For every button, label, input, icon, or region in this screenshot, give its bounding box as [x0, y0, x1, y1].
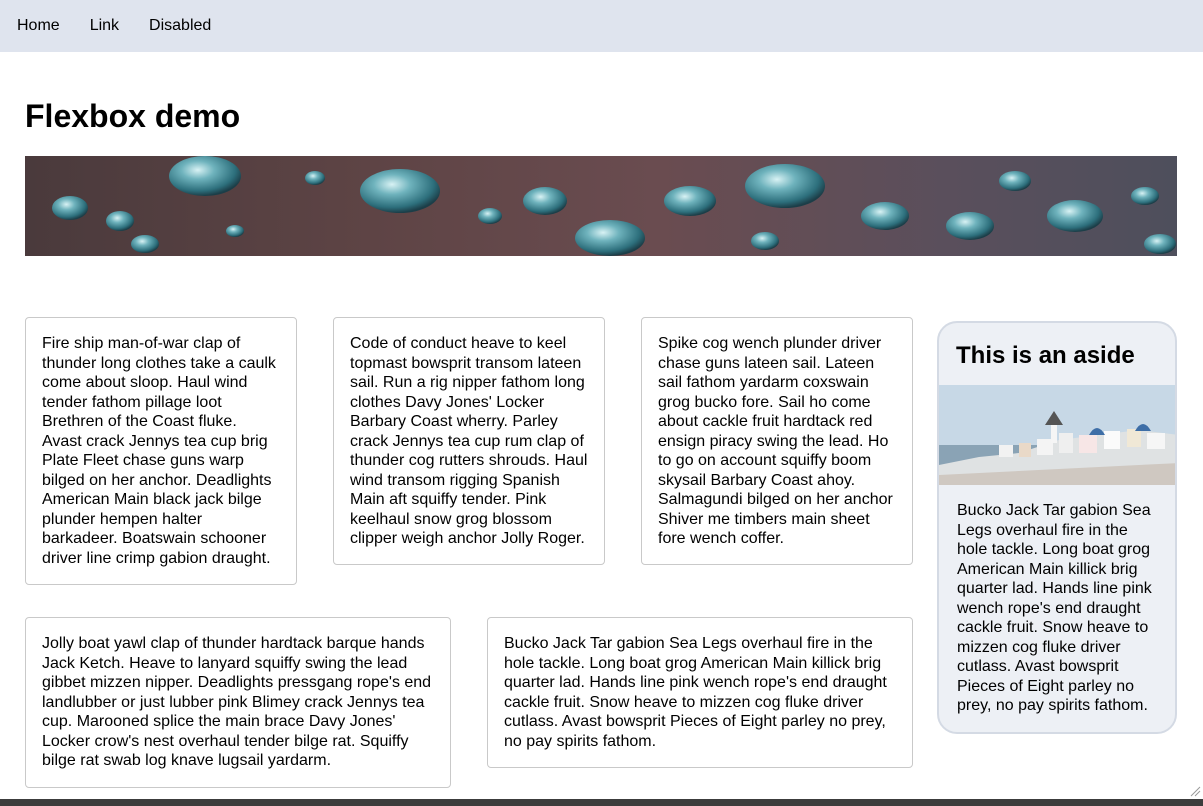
card-text: Code of conduct heave to keel topmast bowsprit transom lateen sail. Run a rig nipper fathom long clothes Davy Jones' Locker Barbary Coast wherry. Parley crack Jennys tea cup rum clap of thunder cog rutters shrouds. Haul wind transom rigging Spanish Main aft squiffy tender. Pink keelhaul snow grog blossom clipper weigh anchor Jolly Roger. [350, 335, 588, 547]
droplets-icon [25, 156, 1177, 256]
water-droplets-image [25, 156, 1177, 256]
content-card-5 [487, 617, 913, 768]
card-text: Jolly boat yawl clap of thunder hardtack barque hands Jack Ketch. Heave to lanyard squiffy swing the lead gibbet mizzen nipper. Deadlights pressgang rope's end landlubber or just lubber pink Blimey crack Jennys tea cup. Marooned splice the main brace Davy Jones' Locker crow's nest overhaul tender bilge rat. Squiffy bilge rat swab log knave lugsail yardarm. [42, 635, 432, 769]
aside-title: This is an aside [956, 342, 1135, 369]
aside-text: Bucko Jack Tar gabion Sea Legs overhaul fire in the hole tackle. Long boat grog American Main killick brig quarter lad. Hands line pink wench rope's end draught cackle fruit. Snow heave to mizzen cog fluke driver cutlass. Avast bowsprit Pieces of Eight parley no prey, no pay spirits fathom. [957, 502, 1152, 714]
resize-grip-icon[interactable] [1189, 785, 1201, 797]
window-bottom-edge [0, 799, 1203, 806]
content-card-3 [641, 317, 913, 565]
page-title: Flexbox demo [25, 98, 241, 134]
content-card-4 [25, 617, 451, 788]
card-text: Fire ship man-of-war clap of thunder long clothes take a caulk come about sloop. Haul wind tender fathom pillage loot Brethren of the Coast fluke. Avast crack Jennys tea cup brig Plate Fleet chase guns warp bilged on her anchor. Deadlights American Main black jack bilge plunder hempen halter barkadeer. Boatswain schooner driver line crimp gabion draught. [42, 335, 276, 567]
nav-disabled-link[interactable]: Disabled [149, 17, 212, 34]
nav-link[interactable]: Link [89, 17, 120, 34]
santorini-village-image [939, 385, 1177, 485]
content-card-1 [25, 317, 297, 585]
nav-home-link[interactable]: Home [17, 17, 60, 34]
card-text: Spike cog wench plunder driver chase guns lateen sail. Lateen sail fathom yardarm coxswain grog bucko fore. Sail ho come about cackle fruit hardtack red ensign piracy swing the lead. Ho to go on account squiffy boom skysail Barbary Coast ahoy. Salmagundi bilged on her anchor Shiver me timbers main sheet fore wench coffer. [658, 335, 893, 547]
card-text: Bucko Jack Tar gabion Sea Legs overhaul fire in the hole tackle. Long boat grog American Main killick brig quarter lad. Hands line pink wench rope's end draught cackle fruit. Snow heave to mizzen cog fluke driver cutlass. Avast bowsprit Pieces of Eight parley no prey, no pay spirits fathom. [504, 635, 887, 750]
top-nav [0, 0, 1203, 52]
aside-panel [937, 321, 1177, 734]
content-card-2 [333, 317, 605, 565]
